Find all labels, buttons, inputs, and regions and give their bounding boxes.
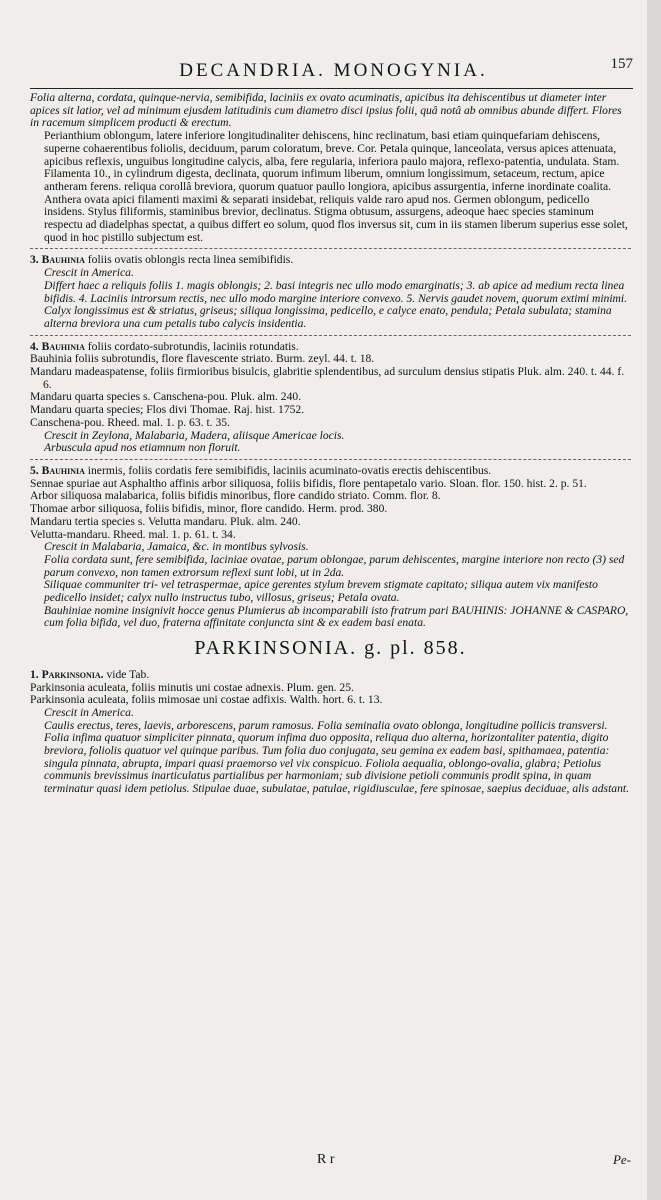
species-heading	[30, 465, 631, 478]
genus-title: PARKINSONIA. g. pl. 858.	[194, 637, 467, 660]
habitat-line: Crescit in America.	[44, 705, 134, 719]
section-divider	[30, 248, 631, 249]
habitat-line: Crescit in America.	[44, 266, 134, 280]
genus-name: 3. Bauhinia	[30, 253, 85, 267]
synonym-line: Parkinsonia aculeata, foliis minutis uni costae adnexis. Plum. gen. 25.	[30, 680, 354, 694]
page-footer	[30, 1152, 631, 1170]
species-diagnosis: foliis cordato-subrotundis, laciniis rotundatis.	[84, 339, 299, 353]
synonym-line: Mandaru quarta species; Flos divi Thomae. Raj. hist. 1752.	[30, 403, 305, 417]
habitat-line: Crescit in Zeylona, Malabaria, Madera, aliisque Americae locis.	[44, 428, 345, 442]
species-diagnosis: vide Tab.	[103, 667, 150, 681]
synonym-line: Arbor siliquosa malabarica, foliis bifidis minoribus, flore candido striato. Comm. flor. 8.	[30, 489, 441, 503]
synonym-line: Mandaru quarta species s. Canschena-pou. Pluk. alm. 240.	[30, 390, 302, 404]
species-note: Calyx longissimus est & striatus, griseus; siliqua longissima, pedicello, e calyce enato, pendula; Petala subulata; stamina alterna breviora una cum petalis tubo calycis insidentia.	[44, 304, 612, 330]
description-paragraph: Perianthium oblongum, latere inferiore longitudinaliter dehiscens, hinc reclinatum, basi etiam quinquefariam dehiscens, superne cohaerentibus foliolis, deciduum, parum coloratum, breve. Cor. Petala quinque, lanceolata, versus apices attenuata, apicibus reflexis, unguibus longitudine calycis, alba, fere regularia, inferiora paulo majora, reflexo-patentia, undulata. Stam. Filamenta 10., in cylindrum digesta, declinata, quorum infimum liberum, omnium longissimum, setaceum, rectum, apice antheram ferens. reliqua corollâ breviora, quorum quatuor paullo longiora, apicibus assurgentia, inferne inordinate coalita. Anthera ovata apici filamenti maximi & separati insidebat, reliquis valde raro apud nos. Germen oblongum, pedicello insidens. Stylus filiformis, staminibus brevior, declinatus. Stigma obtusum, assurgens, adeoque haec species staminum respectu ad diadelphas spectat, a quibus differt eo solum, quod flos inversus sit, cum in iis stamen liberum superius esse solet, quod in hoc pistillo subjectum est.	[44, 129, 628, 244]
header-rule	[30, 88, 633, 89]
synonym-line: Canschena-pou. Rheed. mal. 1. p. 63. t. 35.	[30, 415, 230, 429]
page-gutter	[647, 0, 661, 1200]
species-note: Folia cordata sunt, fere semibifida, laciniae ovatae, parum oblongae, parum dehiscentes, margine interiore non recto (3) sed parum convexo, non tamen extrorsum reflexi sunt lobi, ut in 2da.	[44, 552, 625, 579]
species-heading	[30, 669, 631, 682]
description-paragraph: Caulis erectus, teres, laevis, arborescens, parum ramosus. Folia seminalia ovato oblonga, longitudine pollicis transversi. Folia infima quatuor simpliciter pinnata, quorum infima duo opposita, reliqua duo alterna, horizontaliter patentia, digito breviora, foliolis quatuor vel quinque paribus. Tum folia duo conjugata, seu gemina ex eadem basi, spithamaea, patentia: singula pinnata, abrupta, impari quasi praemorso vel vix conspicuo. Foliola aequalia, oblongo-ovalia, glabra; Petiolus communis brevissimus inarticulatus partialibus per harmoniam; sub divisione petioli communis prodit spina, in quam terminatur quasi idem petiolus. Stipulae duae, subulatae, patulae, rigidiusculae, fere spinosae, saepius deciduae, alis adstant.	[44, 718, 630, 796]
synonym-line: Velutta-mandaru. Rheed. mal. 1. p. 61. t. 34.	[30, 527, 236, 541]
description-paragraph: Folia alterna, cordata, quinque-nervia, semibifida, laciniis ex ovato acuminatis, apicibus ita dehiscentibus ut diameter inter apices sit latior, vel ad minimum ejusdem latitudinis cum diametro disci ipsius folii, quâ notâ ab omnibus abunde differt. Flores in racemum simplicem producti & erectum.	[30, 91, 622, 130]
section-divider	[30, 459, 631, 460]
synonym-line: Bauhinia foliis subrotundis, flore flavescente striato. Burm. zeyl. 44. t. 18.	[30, 352, 375, 366]
genus-name: 5. Bauhinia	[30, 463, 85, 477]
species-note: Differt haec a reliquis foliis 1. magis oblongis; 2. basi integris nec ullo modo emarginatis; 3. ab apice ad medium recta linea bifidis. 4. Laciniis introrsum rectis, nec ullo modo margine interiore convexo. 5. Nervis gaudet novem, quorum extimi minimi.	[44, 278, 628, 305]
page-number: 157	[610, 56, 633, 72]
running-title: DECANDRIA. MONOGYNIA.	[179, 60, 488, 81]
synonym-line: Sennae spuriae aut Asphaltho affinis arbor siliquosa, foliis bifidis, flore pentapetalo vario. Sloan. flor. 150. hist. 2. p. 51.	[30, 476, 587, 490]
species-note: Bauhiniae nomine insignivit hocce genus Plumierus ab incomparabili isto fratrum pari BAUHINIS: JOHANNE & CASPARO, cum folia bifida, vel duo, fraterna affinitate conjuncta sint & ex eadem basi enata.	[44, 603, 629, 630]
synonym-line: Mandaru madeaspatense, foliis firmioribus bisulcis, glabritie splendentibus, ad surculum densius stipatis Pluk. alm. 240. t. 44. f. 6.	[30, 365, 625, 391]
species-diagnosis: inermis, foliis cordatis fere semibifidis, laciniis acuminato-ovatis erectis dehiscentibus.	[84, 463, 492, 477]
genus-name: 4. Bauhinia	[30, 339, 85, 353]
synonym-line: Thomae arbor siliquosa, foliis bifidis, minor, flore candido. Herm. prod. 380.	[30, 502, 388, 516]
synonym-line: Parkinsonia aculeata, foliis mimosae uni costae adfixis. Walth. hort. 6. t. 13.	[30, 693, 383, 707]
synonym-line: Mandaru tertia species s. Velutta mandaru. Pluk. alm. 240.	[30, 514, 301, 528]
habitat-line: Arbuscula apud nos etiamnum non floruit.	[44, 441, 241, 455]
species-note: Siliquae communiter tri- vel tetraspermae, apice gerentes stylum brevem stigmate capitato; siliqua autem vix manifesto pedicello insidet; calyx nullo instructus tubo, villosus, griseus; Petala ovata.	[44, 578, 598, 605]
signature-mark: R r	[317, 1152, 335, 1167]
catchword: Pe-	[612, 1152, 631, 1167]
page-header	[30, 56, 637, 86]
page-body	[30, 92, 631, 796]
section-divider	[30, 335, 631, 336]
species-diagnosis: foliis ovatis oblongis recta linea semibifidis.	[84, 253, 294, 267]
genus-name: 1. Parkinsonia.	[30, 667, 104, 681]
habitat-line: Crescit in Malabaria, Jamaica, &c. in montibus sylvosis.	[44, 540, 309, 554]
